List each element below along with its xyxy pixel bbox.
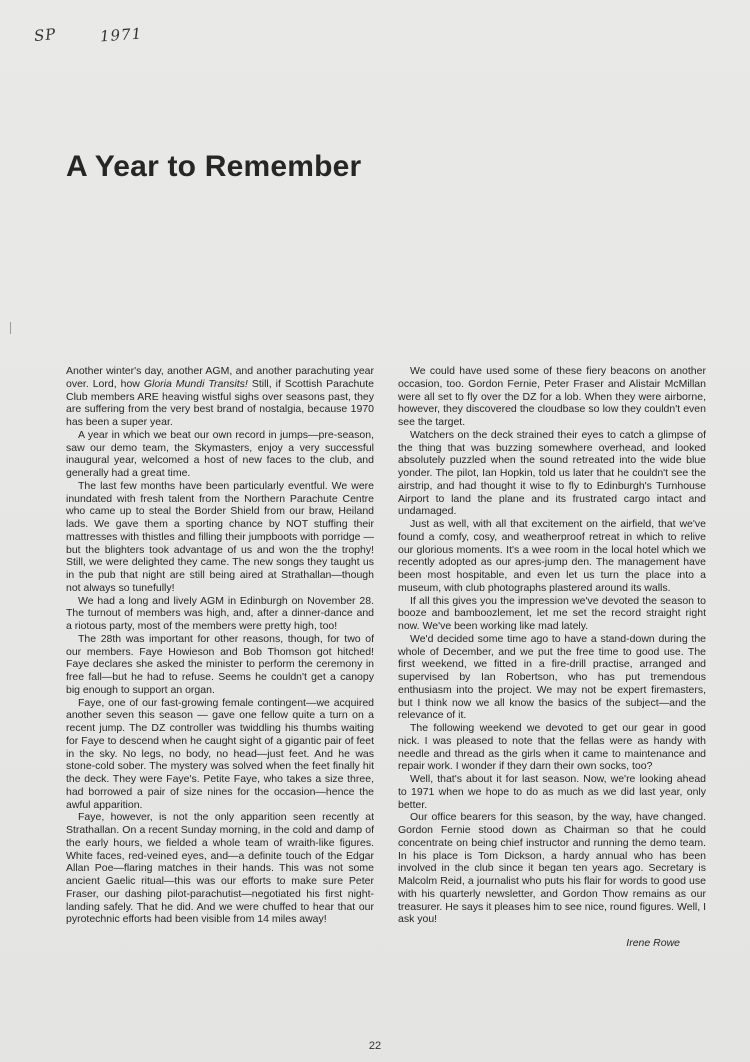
article-paragraph: The 28th was important for other reasons, though, for two of our members. Faye Howieson and Bob Thomson got hitched! Faye declares she asked the minister to perform the ceremony in free fall—but he had to refuse. Seems he couldn't get a canopy big enough to support an organ. (66, 632, 374, 696)
article-paragraph: We had a long and lively AGM in Edinburgh on November 28. The turnout of members was high, and, after a dinner-dance and a riotous party, most of the members were pretty high, too! (66, 594, 374, 632)
handwritten-note-year: 1971 (99, 24, 143, 46)
article-paragraph: Well, that's about it for last season. Now, we're looking ahead to 1971 when we hope to do as much as we did last year, only better. (398, 773, 706, 811)
article-paragraph: If all this gives you the impression we've devoted the season to booze and bamboozlement, let me set the record straight right now. We've been working like mad lately. (398, 594, 706, 632)
article-paragraph: The following weekend we devoted to get our gear in good nick. I was pleased to note that the fellas were as handy with needle and thread as the girls when it came to maintenance and repair work. I wonder if they darn their own socks, too? (398, 722, 706, 773)
article-paragraph: Faye, however, is not the only apparition seen recently at Strathallan. On a recent Sunday morning, in the cold and damp of the early hours, we fielded a whole team of wraith-like figures. White faces, red-veined eyes, and—a definite touch of the Edgar Allan Poe—flaring matches in their hands. This was not some ancient Gaelic ritual—this was our efforts to make sure Peter Fraser, our dashing pilot-parachutist—negotiated his first night-landing safely. That he did. And we were chuffed to hear that our pyrotechnic efforts had been visible from 14 miles away! (66, 811, 374, 926)
article-title: A Year to Remember (66, 150, 362, 183)
handwritten-note-sp: SP (33, 24, 58, 46)
article-paragraph: Watchers on the deck strained their eyes to catch a glimpse of the thing that was buzzing somewhere overhead, and looked absolutely puzzled when the sound retreated into the wide blue yonder. The pilot, Ian Hopkin, told us later that he couldn't see the airstrip, and had thought it wise to fly to Edinburgh's Turnhouse Airport to land the plane and its frustrated cargo intact and undamaged. (398, 428, 706, 518)
latin-phrase: Gloria Mundi Transits! (143, 377, 248, 390)
article-paragraph: A year in which we beat our own record in jumps—pre-season, saw our demo team, the Skymasters, enjoy a very successful inaugural year, welcomed a host of new faces to the club, and generally had a great time. (66, 428, 374, 479)
article-paragraph: We'd decided some time ago to have a stand-down during the whole of December, and we put the free time to good use. The first weekend, we fitted in a fire-drill practise, arranged and supervised by Ian Robertson, who has put tremendous enthusiasm into the project. We may not be expert firemasters, but I think now we all know the basics of the subject—and the relevance of it. (398, 632, 706, 722)
article-paragraph: The last few months have been particularly eventful. We were inundated with fresh talent from the Northern Parachute Centre who came up to steal the Border Shield from our braw, Heiland lads. We gave them a sporting chance by NOT stuffing their mattresses with thistles and filling their jumpboots with porridge — but the blighters took advantage of us and won the the trophy! Still, we were delighted they came. The new songs they taught us in the pub that night are still being aired at Strathallan—though not always so tunefully! (66, 479, 374, 594)
article-column-right (398, 365, 706, 950)
article-paragraph: Faye, one of our fast-growing female contingent—we acquired another seven this season — gave one fellow quite a turn on a recent jump. The DZ controller was twiddling his thumbs waiting for Faye to descend when he caught sight of a gigantic pair of feet in the sky. No legs, no body, no head—just feet. And he was stone-cold sober. The mystery was solved when the feet finally hit the deck. They were Faye's. Petite Faye, who takes a size three, had borrowed a pair of size nines for the occasion—hence the awful apparition. (66, 696, 374, 811)
paper-mark (10, 322, 11, 334)
author-signature: Irene Rowe (626, 937, 680, 949)
page-number: 22 (368, 1040, 382, 1052)
article-paragraph: Our office bearers for this season, by the way, have changed. Gordon Fernie stood down as Chairman so that he could concentrate on being chief instructor and running the demo team. In his place is Tom Dickson, a hardy annual who has been involved in the club since it began ten years ago. Secretary is Malcolm Reid, a journalist who puts his flair for words to good use with his quarterly newsletter, and Gordon Thow remains as our treasurer. He says it pleases him to see nice, round figures. Well, I ask you! (398, 811, 706, 926)
article-paragraph: Just as well, with all that excitement on the airfield, that we've found a comfy, cosy, and weatherproof retreat in which to relive our glorious moments. It's a wee room in the local hotel which we recently adopted as our apres-jump den. The management have been most hospitable, and even let us turn the place into a museum, with club photographs plastered around its walls. (398, 518, 706, 594)
paragraph-text-lead: Another winter's day, another AGM, and another parachuting year over. Lord, how Gloria Mundi Transits! Still, if Scottish Parachute Club members ARE heaving wistful sighs over seasons past, they are suffering from the very best brand of nostalgia, because 1970 has been a super year. (66, 365, 374, 428)
article-paragraph (66, 365, 374, 429)
article-paragraph: We could have used some of these fiery beacons on another occasion, too. Gordon Fernie, Peter Fraser and Alistair McMillan were all set to fly over the DZ for a lob. When they were airborne, however, they discovered the cloudbase so low they couldn't even see the target. (398, 365, 706, 428)
article-column-left (66, 365, 374, 926)
